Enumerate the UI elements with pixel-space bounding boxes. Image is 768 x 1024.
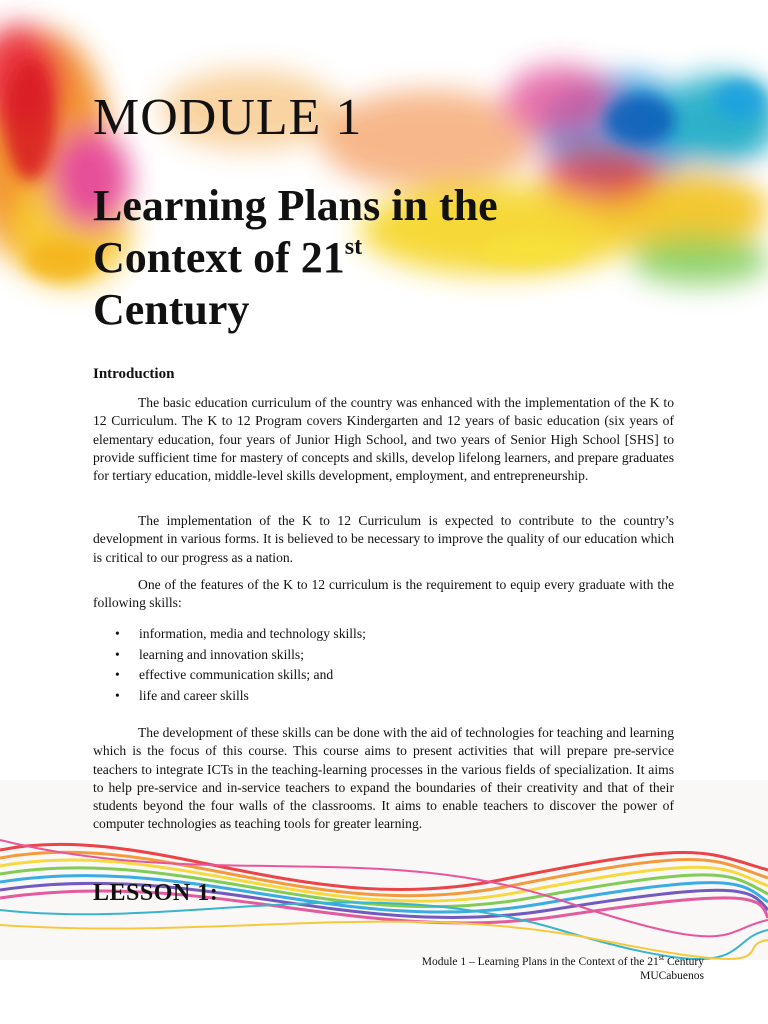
skill-text: information, media and technology skills; <box>139 626 366 641</box>
intro-paragraph-1: The basic education curriculum of the country was enhanced with the implementation of the K to 12 Curriculum. The K to 12 Program covers Kindergarten and 12 years of basic education (six years of elementary education, four years of Junior High School, and two years of Senior High School [SHS] to provide sufficient time for mastery of concepts and skills, develop lifelong learners, and prepare graduates for tertiary education, middle-level skills development, employment, and entrepreneurship. <box>93 395 674 484</box>
page-footer-author: MUCabuenos <box>640 970 704 982</box>
module-heading-part2: Century <box>93 285 250 334</box>
lesson-label: LESSON 1: <box>93 880 219 906</box>
footer-text-before: Module 1 – Learning Plans in the Context of the 21 <box>421 956 659 968</box>
module-heading-sup: st <box>344 234 363 260</box>
bullet: • <box>115 646 120 662</box>
intro-paragraph-4: The development of these skills can be done with the aid of technologies for teaching and learning which is the focus of this course. This course aims to present activities that will prepare pre-service teachers to integrate ICTs in the teaching-learning processes in the various fields of specialization. It aims to help pre-service and in-service teachers to expand the boundaries of their creativity and that of their students beyond the four walls of the classrooms. It aims to enable teachers to discover the power of computer technologies as teaching tools for greater learning. <box>93 725 674 832</box>
introduction-heading: Introduction <box>93 366 175 382</box>
intro-paragraph-3: One of the features of the K to 12 curriculum is the requirement to equip every graduate with the following skills: <box>93 577 674 611</box>
skill-text: life and career skills <box>139 687 249 703</box>
bullet: • <box>115 667 120 682</box>
list-item <box>93 624 653 645</box>
footer-text-after: Century <box>664 956 704 968</box>
module-title: MODULE 1 <box>93 89 363 146</box>
list-item <box>93 686 653 707</box>
module-heading <box>93 180 613 336</box>
bullet: • <box>115 626 120 641</box>
module-heading-part1: Learning Plans in the Context of 21 <box>93 181 498 282</box>
page-footer-title <box>422 955 704 969</box>
skills-list <box>93 624 653 706</box>
skill-text: learning and innovation skills; <box>139 646 304 662</box>
list-item <box>93 665 653 686</box>
list-item <box>93 645 653 666</box>
footer-sup: st <box>658 953 665 962</box>
intro-paragraph-2: The implementation of the K to 12 Curriculum is expected to contribute to the country’s development in various forms. It is believed to be necessary to improve the quality of our education which is critical to our progress as a nation. <box>93 513 674 565</box>
bullet: • <box>115 687 120 703</box>
skill-text: effective communication skills; and <box>139 667 334 682</box>
